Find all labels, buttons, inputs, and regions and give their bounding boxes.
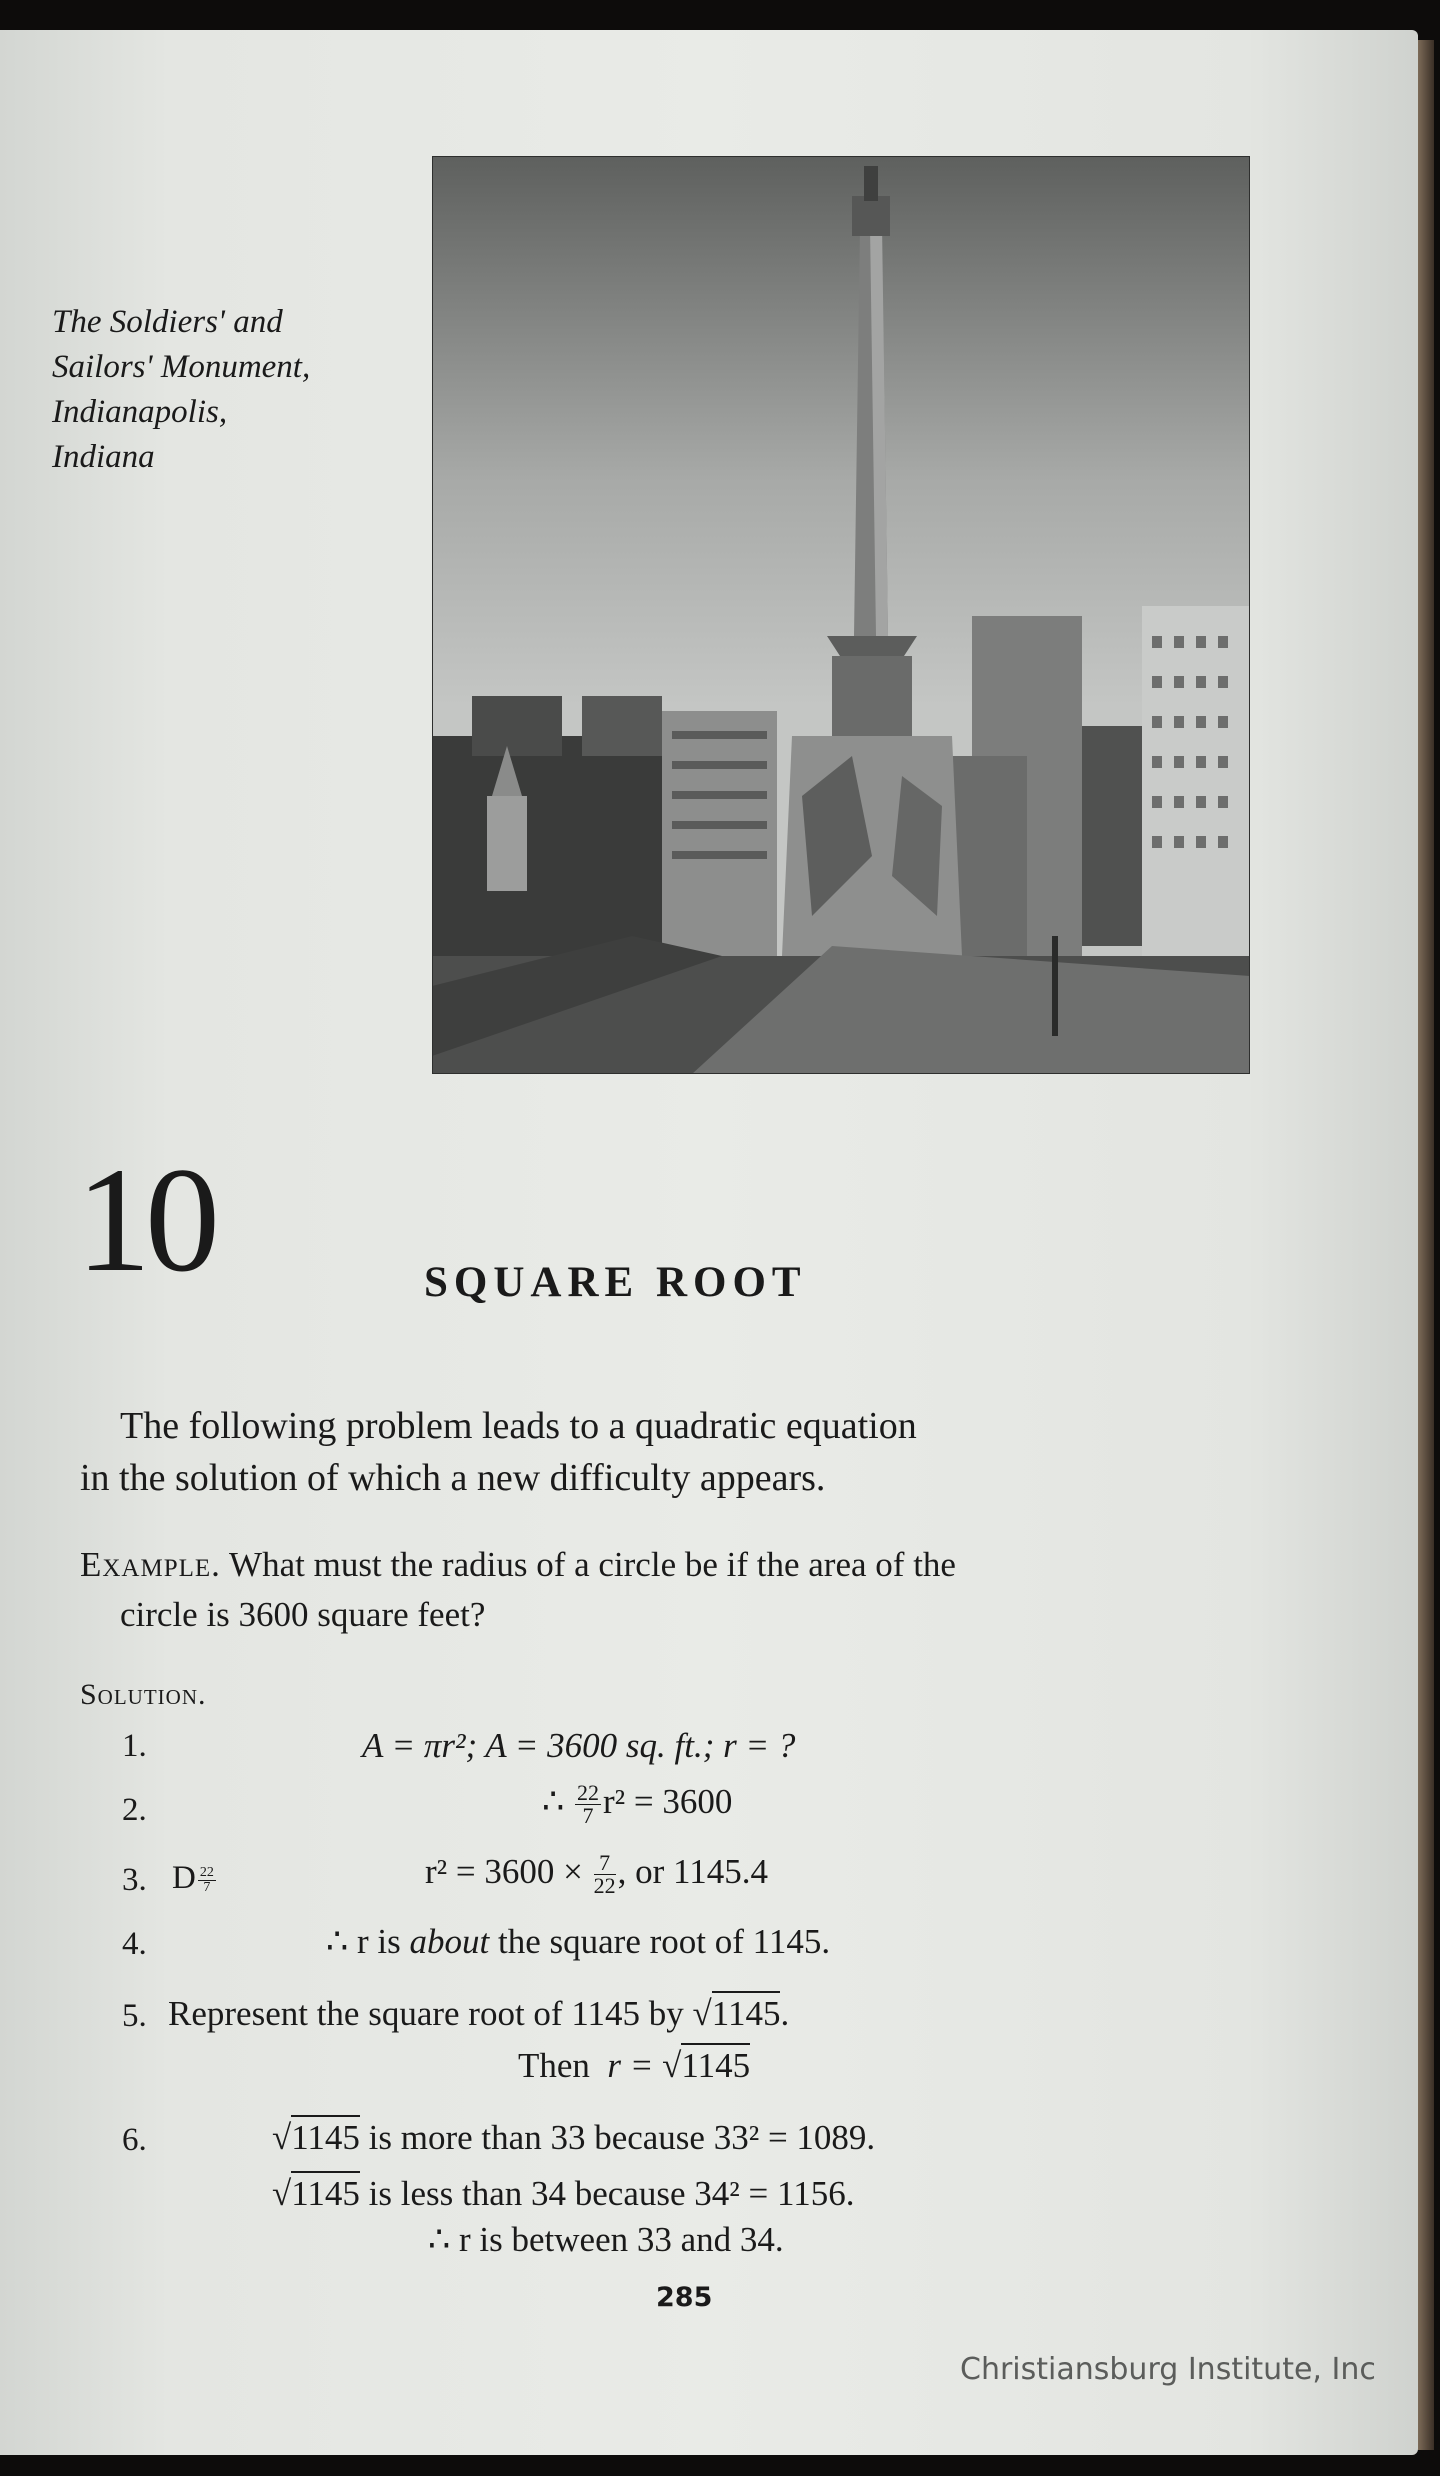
step-number: 6. (122, 2122, 147, 2158)
intro-line: The following problem leads to a quadratic equation (120, 1405, 917, 1447)
intro-line: in the solution of which a new difficulty appears. (80, 1457, 826, 1499)
example-text: What must the radius of a circle be if the area of the (229, 1545, 956, 1584)
caption-line: Indianapolis, (52, 394, 228, 430)
caption-line: Sailors' Monument, (52, 349, 311, 385)
step5-text: Represent the square root of 1145 by √1145. (168, 1994, 789, 2034)
step2-equation: ∴ $\frac{22}{7}$ r² = 3600 (542, 1780, 733, 1829)
example-text: circle is 3600 square feet? (120, 1595, 486, 1634)
step3-note: D $\frac{22}{7}$ (172, 1860, 214, 1896)
example-label: Example. (80, 1545, 221, 1584)
caption-line: The Soldiers' and (52, 304, 283, 340)
monument-photo-illustration (432, 156, 1250, 1074)
sqrt-1145: √1145 (662, 2043, 750, 2085)
step3-equation: r² = 3600 × $\frac{7}{22}$ , or 1145.4 (425, 1850, 768, 1899)
chapter-number: 10 (76, 1137, 214, 1303)
fraction-22-7: $\frac{22}{7}$ (577, 1780, 600, 1829)
solution-label: Solution. (80, 1678, 207, 1711)
step5-then: Then r = √1145 (518, 2046, 750, 2086)
step-number: 2. (122, 1792, 147, 1828)
sqrt-1145: √1145 (272, 2171, 360, 2213)
step-number: 1. (122, 1728, 147, 1764)
page-number: 285 (656, 2282, 713, 2313)
example-paragraph (80, 1540, 1280, 1640)
sqrt-1145: √1145 (272, 2115, 360, 2157)
chapter-title: SQUARE ROOT (424, 1259, 807, 1306)
fraction-7-22: $\frac{7}{22}$ (593, 1850, 616, 1899)
step-number: 4. (122, 1926, 147, 1962)
step-number: 5. (122, 1998, 147, 2034)
photo-caption (52, 300, 392, 480)
therefore-symbol: ∴ (542, 1782, 565, 1821)
intro-paragraph (80, 1400, 1280, 1504)
step6-line: √1145 is more than 33 because 33² = 1089. (272, 2118, 875, 2158)
caption-line: Indiana (52, 439, 155, 475)
step6-line: √1145 is less than 34 because 34² = 1156. (272, 2174, 854, 2214)
book-spine-edge (1418, 40, 1434, 2450)
step4-text: ∴ r is about the square root of 1145. (326, 1922, 831, 1961)
sqrt-1145: √1145 (693, 1991, 781, 2033)
watermark: Christiansburg Institute, Inc (960, 2352, 1376, 2387)
step6-conclusion: ∴ r is between 33 and 34. (428, 2220, 784, 2259)
step-number: 3. (122, 1862, 147, 1898)
monument-photo (432, 156, 1250, 1074)
step1-equation: A = πr²; A = 3600 sq. ft.; r = ? (362, 1726, 796, 1765)
d-subscript-fraction: $\frac{22}{7}$ (199, 1864, 214, 1895)
